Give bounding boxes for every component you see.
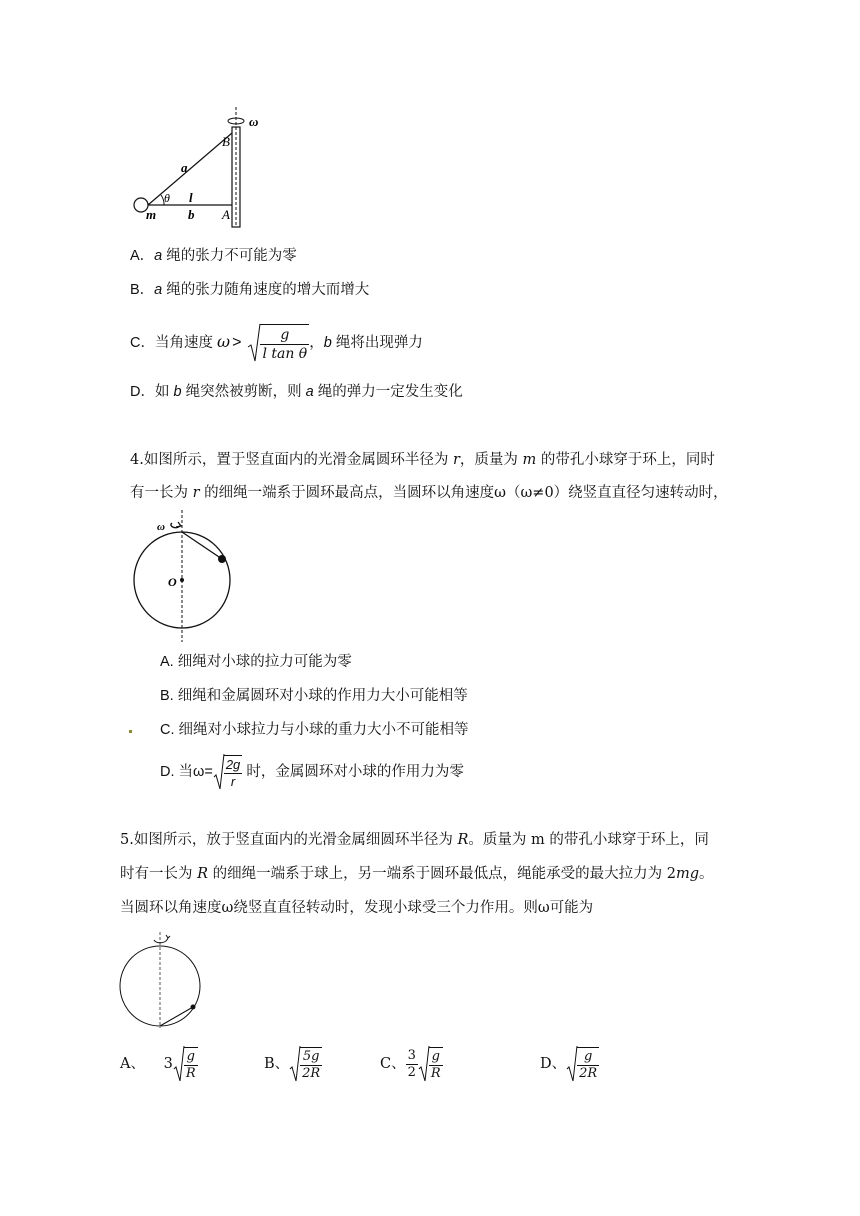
q5-option-c-coef-fraction: [406, 1048, 418, 1081]
q3-fig-theta: θ: [164, 191, 170, 205]
q5-line1-t2: 。质量为 m 的带孔小球穿于环上，同: [468, 832, 709, 848]
q5-stem-line-2: [120, 864, 714, 884]
q3-option-c-text-before: 当角速度: [154, 335, 213, 351]
q3-option-c-den: l tan θ: [262, 345, 308, 362]
q4-stem-line-2: [130, 483, 728, 503]
q3-option-d-var-b: b: [173, 384, 182, 400]
q5-option-a-den: R: [185, 1065, 196, 1081]
q4-option-d: [160, 752, 464, 792]
q5-stem-line-1: [120, 830, 709, 850]
q3-fig-b: b: [188, 207, 195, 222]
q5-option-b-fraction: [300, 1047, 322, 1082]
q5-line2-t2: 的细绳一端系于球上，另一端系于圆环最低点，绳能承受的最大拉力为 2: [208, 866, 676, 882]
q5-option-b-den: 2R: [302, 1065, 321, 1081]
q3-option-b-text: 绳的张力随角速度的增大而增大: [162, 282, 370, 298]
q4-fig-O: O: [168, 575, 177, 589]
q3-option-d-var-a: a: [305, 384, 314, 400]
q3-option-c-omega: ω: [217, 332, 231, 351]
q3-option-a-var: a: [154, 248, 163, 264]
q5-option-d-den: 2R: [579, 1065, 598, 1081]
q5-line2-R: R: [197, 866, 209, 882]
q3-fig-B: B: [222, 134, 230, 149]
q4-option-c: C. 细绳对小球拉力与小球的重力大小不可能相等: [160, 722, 469, 738]
q5-line2-mg: mg: [675, 866, 700, 882]
q5-option-b: [264, 1042, 322, 1086]
q5-option-a: [120, 1042, 198, 1086]
q5-option-c-cnum: 3: [407, 1047, 416, 1063]
q3-option-c: [130, 318, 423, 366]
q4-stem-line-1: [130, 450, 715, 470]
q3-option-c-prefix: C．: [130, 335, 155, 351]
q4-line1-t2: ，质量为: [459, 452, 523, 468]
q4-line1-r: r: [452, 452, 460, 468]
q4-option-b: B. 细绳和金属圆环对小球的作用力大小可能相等: [160, 688, 468, 704]
q4-option-d-fraction: [224, 755, 242, 790]
q3-option-a-text: 绳的张力不可能为零: [162, 248, 297, 264]
q3-option-c-gt: >: [232, 334, 242, 351]
q4-bullet-icon: [129, 730, 132, 733]
q5-option-c-cden: 2: [407, 1064, 416, 1080]
q4-line2-t2: 的细绳一端系于圆环最高点，当圆环以角速度ω（ω≠0）绕竖直直径匀速转动时，: [199, 485, 728, 501]
q5-option-c-num: g: [429, 1049, 443, 1066]
q5-line2-t1: 时有一长为: [120, 866, 198, 882]
q4-fig-omega: ω: [157, 521, 165, 533]
q3-option-c-num: g: [260, 326, 309, 345]
q3-option-d-text-post: 绳的弹力一定发生变化: [313, 384, 463, 400]
q3-option-d-text-mid: 绳突然被剪断，则: [181, 384, 306, 400]
q4-option-d-prefix: D. 当ω=: [160, 764, 213, 780]
q3-fig-a: a: [181, 160, 188, 175]
q5-line1-t1: 5.如图所示，放于竖直面内的光滑金属细圆环半径为: [120, 832, 458, 848]
q5-line1-R: R: [457, 832, 469, 848]
q4-option-d-text: 时，金属圆环对小球的作用力为零: [242, 764, 464, 780]
q4-line1-t3: 的带孔小球穿于环上，同时: [536, 452, 715, 468]
q5-option-a-label: A、: [120, 1056, 145, 1072]
q3-option-a: [130, 246, 297, 266]
q3-option-a-prefix: A．: [130, 248, 155, 264]
q4-line2-t1: 有一长为: [130, 485, 193, 501]
q5-option-a-coef: 3: [163, 1056, 173, 1072]
q5-option-c-den: R: [430, 1065, 441, 1081]
q3-fig-A: A: [222, 207, 230, 222]
q5-option-d-num: g: [577, 1049, 599, 1066]
q4-line2-r: r: [192, 485, 200, 501]
q3-option-d: [130, 382, 463, 402]
q4-line1-m: m: [522, 452, 537, 468]
q5-figure: [118, 930, 208, 1030]
q4-option-d-den: r: [230, 773, 236, 789]
q4-option-d-num: 2g: [225, 756, 241, 772]
q5-option-d-label: D、: [540, 1056, 567, 1072]
q5-stem-line-3: 当圆环以角速度ω绕竖直直径转动时，发现小球受三个力作用。则ω可能为: [120, 900, 594, 916]
q4-line1-t1: 4.如图所示，置于竖直面内的光滑金属圆环半径为: [130, 452, 453, 468]
q5-option-b-num: 5g: [300, 1049, 322, 1066]
q3-option-d-prefix: D．: [130, 384, 155, 400]
q5-option-a-num: g: [184, 1049, 198, 1066]
q3-option-b: [130, 280, 369, 300]
q3-option-c-comma: ，: [309, 335, 324, 351]
q3-figure: [128, 105, 288, 230]
q3-option-c-fraction: [260, 324, 309, 363]
q3-option-c-radical-icon: [247, 323, 261, 363]
q3-option-c-text-after: 绳将出现弹力: [331, 335, 423, 351]
q3-option-b-prefix: B．: [130, 282, 155, 298]
q5-option-c: [380, 1042, 443, 1086]
q5-option-a-fraction: [184, 1047, 198, 1082]
q5-option-c-fraction: [429, 1047, 443, 1082]
q5-option-c-label: C、: [380, 1056, 406, 1072]
q5-line2-t3: 。: [699, 866, 714, 882]
q3-option-c-var: b: [323, 335, 332, 351]
q4-figure: [128, 508, 238, 646]
q5-option-d-fraction: [577, 1047, 599, 1082]
q4-option-a: A. 细绳对小球的拉力可能为零: [160, 654, 352, 670]
q3-option-d-text-pre: 如: [154, 384, 174, 400]
q3-option-b-var: a: [154, 282, 163, 298]
q3-fig-m: m: [146, 207, 157, 222]
q5-option-d: [540, 1042, 599, 1086]
q3-fig-l: l: [189, 190, 193, 205]
q5-option-b-label: B、: [264, 1056, 290, 1072]
q3-fig-omega: ω: [249, 114, 259, 129]
